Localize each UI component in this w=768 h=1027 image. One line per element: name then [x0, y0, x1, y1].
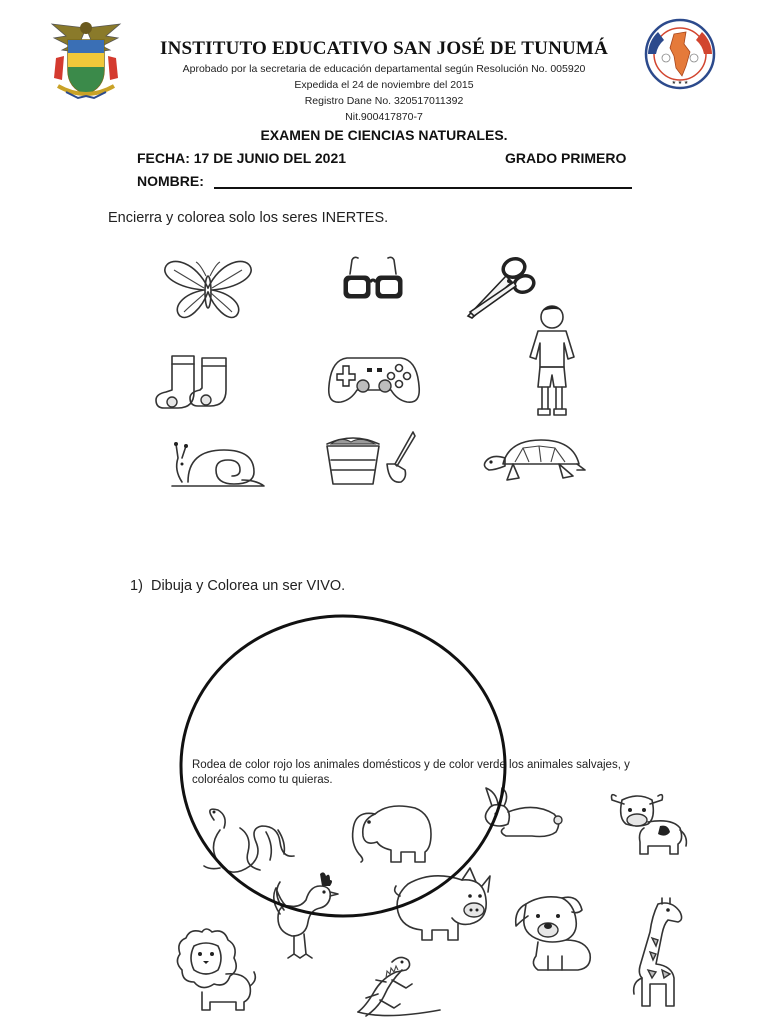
- drawing-circle[interactable]: [175, 610, 515, 930]
- section2-instruction-text: Dibuja y Colorea un ser VIVO.: [150, 578, 346, 594]
- giraffe-icon[interactable]: [620, 894, 686, 1015]
- bucket-and-shovel-icon[interactable]: [323, 430, 423, 493]
- iguana-icon[interactable]: [356, 950, 442, 1027]
- butterfly-icon[interactable]: [160, 258, 256, 327]
- cow-icon[interactable]: [608, 788, 688, 865]
- exam-grade: GRADO PRIMERO: [505, 150, 627, 166]
- issued-text: Expedida el 24 de noviembre del 2015: [294, 79, 474, 91]
- turtle-icon[interactable]: [479, 436, 585, 493]
- svg-text:★ ★ ★: ★ ★ ★: [671, 80, 689, 86]
- name-label: NOMBRE:: [137, 173, 204, 189]
- glasses-icon[interactable]: [340, 254, 406, 319]
- game-controller-icon[interactable]: [327, 350, 421, 411]
- dane-text: Registro Dane No. 320517011392: [304, 95, 464, 107]
- section1-instruction: Encierra y colorea solo los seres INERTES.: [108, 210, 389, 226]
- section3-instruction: Rodea de color rojo los animales domésticos y de color verde los animales salvajes, y coloréalos como tu quieras.: [192, 759, 630, 786]
- lion-icon[interactable]: [176, 926, 258, 1017]
- approval-text: Aprobado por la secretaria de educación departamental según Resolución No. 005920: [182, 63, 586, 75]
- section2-number: 1): [130, 578, 143, 594]
- exam-date: FECHA: 17 DE JUNIO DEL 2021: [137, 150, 347, 166]
- snail-icon[interactable]: [168, 440, 270, 497]
- boy-icon[interactable]: [526, 303, 578, 424]
- nit-text: Nit.900417870-7: [345, 111, 423, 123]
- socks-icon[interactable]: [154, 352, 240, 419]
- exam-title: EXAMEN DE CIENCIAS NATURALES.: [260, 127, 508, 143]
- school-name: INSTITUTO EDUCATIVO SAN JOSÉ DE TUNUMÁ: [159, 38, 608, 59]
- dog-icon[interactable]: [512, 890, 598, 977]
- section2-instruction: [130, 578, 345, 594]
- name-answer-line[interactable]: [214, 187, 632, 189]
